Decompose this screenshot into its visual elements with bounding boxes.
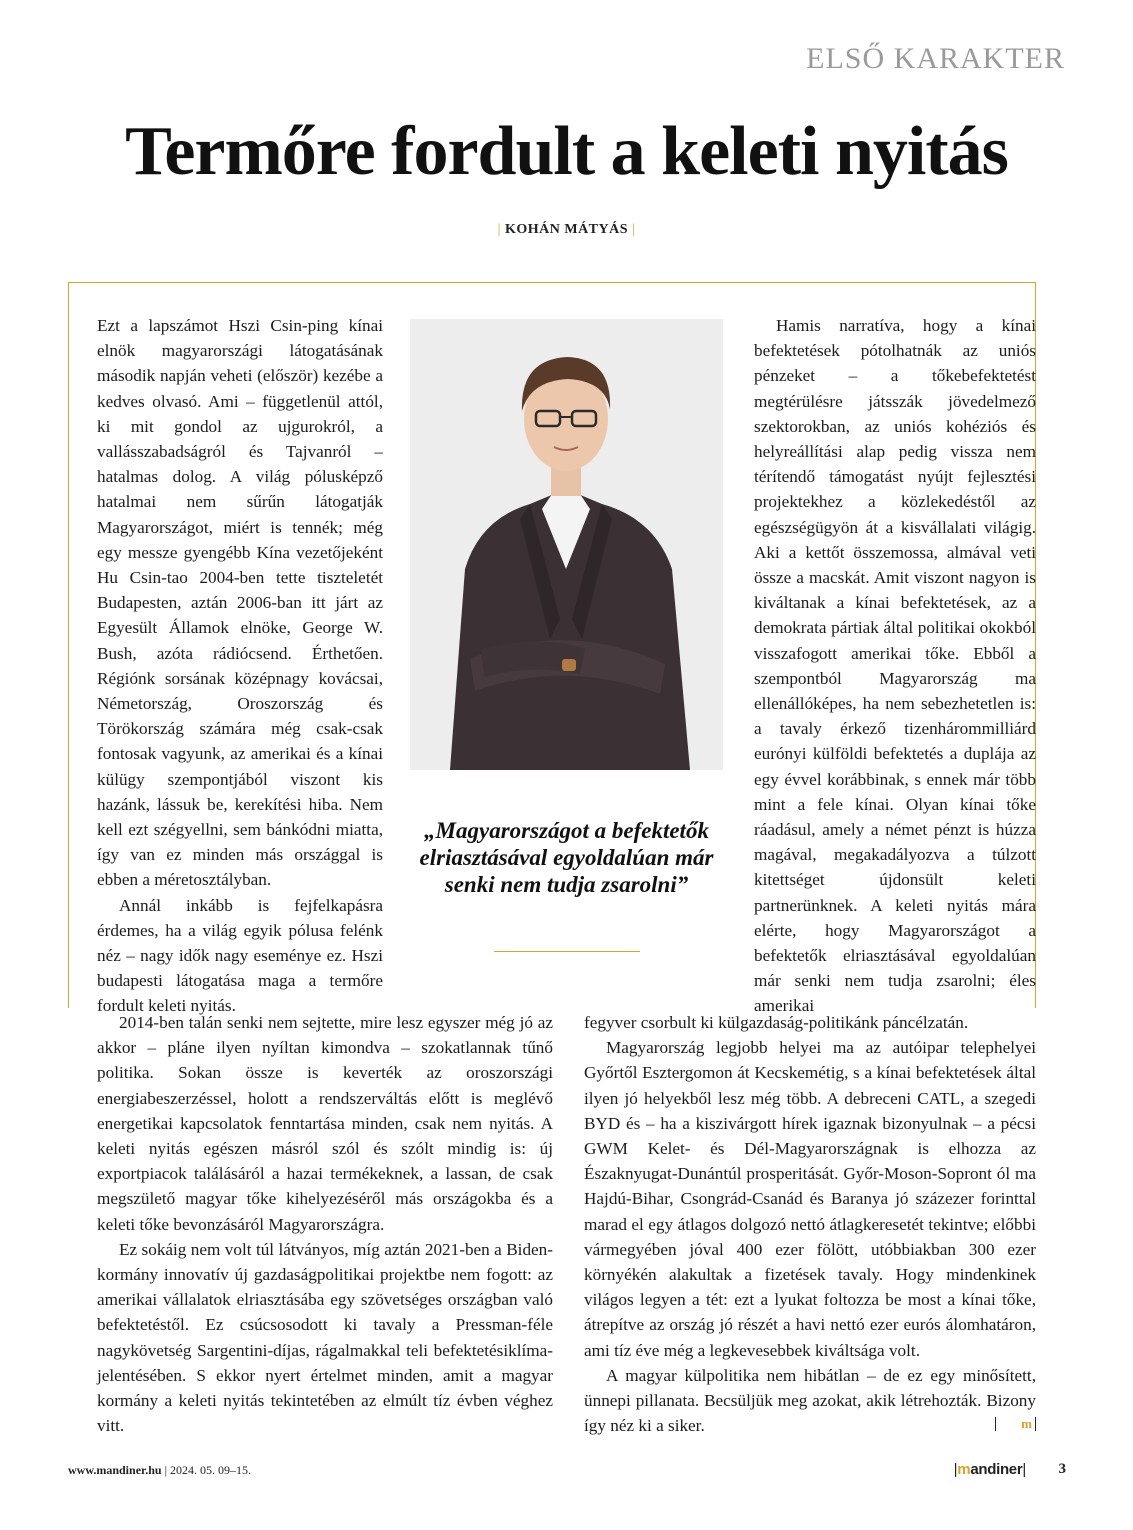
portrait-illustration <box>410 319 723 770</box>
paragraph: Annál inkább is fejfelkapásra érdemes, ha a világ egyik pólusa felénk néz – nagy idők nagy eseménye ez. Hszi budapesti látogatása maga a termőre fordult keleti nyitás. <box>97 895 383 1016</box>
paragraph: Hamis narratíva, hogy a kínai befektetések pótolhatnák az uniós pénzeket – a tőkebefektetést megtérülésre játsszák jövedelmező szektorokban, az uniós kohéziós és helyreállítási alap pedig vissza nem térítendő támogatást nyújt fejlesztési projektekhez a közlekedéstől az egészségügyön át a kisvállalati világig. Aki a kettőt összemossa, almával veti össze a macskát. Amit viszont nagyon is kiváltanak a kínai befektetések, az a demokrata pártiak által politikai okokból visszafogott amerikai tőke. Ebből a szempontból Magyarország ma ellenállóképes, ha nem sebezhetetlen is: a tavaly érkező tizenhárommilliárd eurónyi külföldi befektetés a duplája az egy évvel korábbinak, s ennek már több mint a fele kínai. Olyan kínai tőke ráadásul, amely a német pénzt is húzza magával, megakadályozva a túlzott kitettséget újdonsült keleti partnerünknek. A keleti nyitás mára elérte, hogy Magyarországot a befektetők elriasztásával egyoldalúan már senki nem tudja zsarolni; éles amerikai <box>754 316 1036 1016</box>
paragraph: Magyarország legjobb helyei ma az autóipar telephelyei Győrtől Esztergomon át Kecskemétig, s a kínai befektetések által ilyen jó helyekből lesz még több. A debreceni CATL, a szegedi BYD és – ha a kiszivárgott hírek igaznak bizonyulnak – a pécsi GWM Kelet- és Dél-Magyarországnak is elhozza az Északnyugat-Dunántúl prosperitását. Győr-Moson-Sopront ól ma Hajdú-Bihar, Csongrád-Csanád és Baranya jó százezer forinttal marad el egy átlagos dolgozó nettó átlagkeresetét tekintve; előbbi vármegyében jóval 400 ezer fölött, utóbbiakban 300 ezer környékén alakultak a fizetések tavaly. Hogy mindenkinek világos legyen a tét: ezt a lyukat foltozza be most a kínai tőke, átrepítve az ország jó részét a havi nettó ezer eurós álomhatáron, ami tíz éve még a legkevesebbek kiváltsága volt. <box>584 1038 1036 1360</box>
page-footer: www.mandiner.hu | 2024. 05. 09–15. |mandiner| 3 <box>68 1461 1066 1478</box>
paragraph <box>584 1363 1036 1439</box>
lower-right-column <box>584 1010 1036 1438</box>
paragraph: Ezt a lapszámot Hszi Csin-ping kínai elnök magyarországi látogatásának második napján veheti (először) kezébe a kedves olvasó. Ami – függetlenül attól, ki mit gondol az ujgurokról, a vallásszabadságról és Tajvanról – hatalmas dolog. A világ pólusképző hatalmai nem sűrűn látogatják Magyarországot, miért is tennék; még egy messze gyengébb Kína vezetőjeként Hu Csin-tao 2004-ben tette tiszteletét Budapesten, aztán 2006-ban itt járt az Egyesült Államok elnöke, George W. Bush, azóta rádiócsend. Érthetően. Régiónk sorsának középnagy kovácsai, Németország, Oroszország és Törökország számára még csak-csak fontosak vagyunk, az amerikai és a kínai külügy szempontjából viszont kis hazánk, lássuk be, kerekítési hiba. Nem kell ezt szégyellni, sem bánkódni miatta, így van ez minden más országgal is ebben a méretosztályban. <box>97 316 383 890</box>
end-mark-icon: m <box>995 1417 1036 1431</box>
paragraph: Ez sokáig nem volt túl látványos, míg aztán 2021-ben a Biden-kormány innovatív új gazdaságpolitikai projektbe nem fogott: az amerikai vállalatok elriasztásába egy szövetséges országban való befektetéstől. Ez csúcsosodott ki tavaly a Pressman-féle nagykövetség Sargentini-díjas, rágalmakkal teli befektetésiklíma-jelentésében. S ekkor nyert értelmet minden, amit a magyar kormány a keleti nyitás tekintetében az elmúlt tíz évben véghez vitt. <box>97 1239 553 1436</box>
paragraph: fegyver csorbult ki külgazdaság-politikánk páncélzatán. <box>584 1013 969 1032</box>
right-column <box>754 313 1036 1019</box>
paragraph: 2014-ben talán senki nem sejtette, mire lesz egyszer még jó az akkor – pláne ilyen nyíltan kimondva – szokatlannak tűnő politika. Sokan össze is keverték az oroszországi energiabeszerzéssel, holott a rendszerváltás előtt is meglévő energetikai kapcsolatok fenntartása minden, csak nem nyitás. A keleti nyitás egészen másról szól és szólt mindig is: új exportpiacok találásáról a hazai termékeknek, a lassan, de csak megszülető magyar tőke kihelyezéséről más országokba és a keleti tőke bevonzásáról Magyarországra. <box>97 1013 553 1234</box>
paragraph-text: A magyar külpolitika nem hibátlan – de ez egy minősített, ünnepi pillanata. Becsüljük meg azokat, akik létrehozták. Bizony így néz ki a siker. <box>584 1365 1036 1436</box>
pull-quote: „Magyarországot a befektetők elriasztásával egyoldalúan már senki nem tudja zsarolni” <box>419 818 714 897</box>
author-name: KOHÁN MÁTYÁS <box>504 222 629 237</box>
section-label: ELSŐ KARAKTER <box>806 42 1065 75</box>
page-number: 3 <box>1058 1461 1066 1477</box>
left-column <box>97 313 383 1019</box>
byline: | KOHÁN MÁTYÁS | <box>497 222 636 237</box>
article-headline: Termőre fordult a keleti nyitás <box>125 113 1008 190</box>
lower-left-column <box>97 1010 553 1438</box>
footer-url[interactable]: www.mandiner.hu <box>68 1463 162 1477</box>
pull-quote-rule <box>494 951 640 952</box>
brand-logo: |mandiner| <box>953 1461 1026 1478</box>
author-photo <box>410 319 723 770</box>
footer-date: 2024. 05. 09–15. <box>170 1463 251 1477</box>
